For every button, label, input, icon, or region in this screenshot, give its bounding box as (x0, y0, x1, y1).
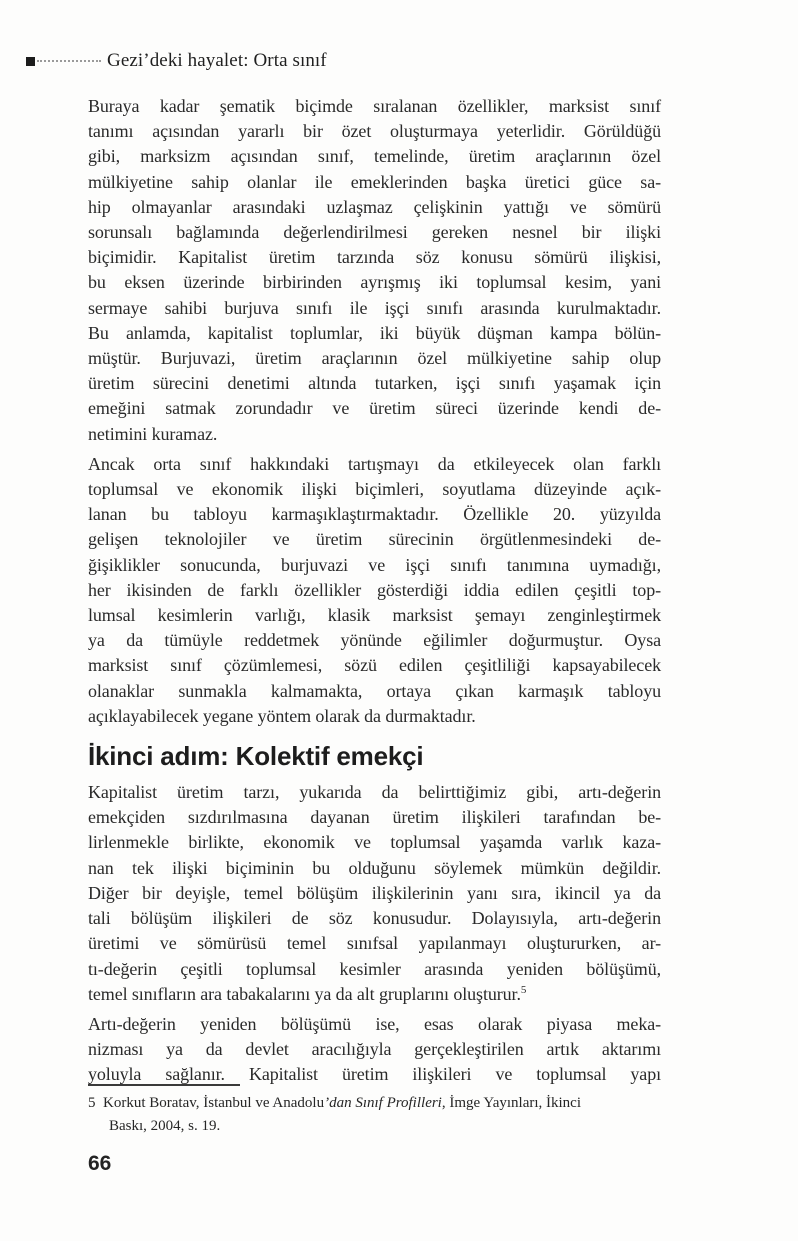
text-line: ğişiklikler sonucunda, burjuvazi ve işçi sınıfı tanımına uymadığı, (88, 554, 661, 575)
text-line: toplumsal ve ekonomik ilişki biçimleri, soyutlama düzeyinde açık- (88, 479, 661, 500)
paragraph (88, 1012, 661, 1088)
text-line: temel sınıfların ara tabakalarını ya da alt gruplarını oluşturur.$^5$ (88, 983, 527, 1004)
text-line: biçimidir. Kapitalist üretim tarzında söz konusu sömürü ilişkisi, (88, 247, 661, 268)
running-header (26, 48, 327, 74)
text-line: üretimi ve sömürüsü temel sınıfsal yapılanmayı oluştururken, ar- (88, 933, 661, 954)
text-line: olanaklar sunmakla kalmamakta, ortaya çıkan karmaşık tabloyu (88, 680, 661, 701)
text-line: gelişen teknolojiler ve üretim sürecinin örgütlenmesindeki de- (88, 529, 661, 550)
running-header-title: Gezi’deki hayalet: Orta sınıf (107, 50, 327, 71)
footnote (88, 1084, 661, 1138)
text-line: lumsal kesimlerin varlığı, klasik marksist şemayı zenginleştirmek (88, 605, 661, 626)
text-line: bu eksen üzerinde birbirinden ayrışmış iki toplumsal kesim, yani (88, 272, 661, 293)
paragraph (88, 94, 661, 447)
footnote-line: 5 Korkut Boratav, İstanbul ve Anadolu’dan Sınıf Profilleri, İmge Yayınları, İkinci (88, 1095, 582, 1111)
text-line: sorunsalı bağlamında değerlendirilmesi gereken nesnel bir ilişki (88, 222, 661, 243)
text-line: lirlenmekle birlikte, ekonomik ve toplumsal yaşamda varlık kaza- (88, 832, 661, 853)
body-text (88, 94, 661, 1093)
text-line: tı-değerin çeşitli toplumsal kesimler arasında yeniden bölüşümü, (88, 958, 661, 979)
text-line: lanan bu tabloyu karmaşıklaştırmaktadır. Özellikle 20. yüzyılda (88, 504, 661, 525)
text-line: netimini kuramaz. (88, 423, 218, 444)
text-line: gibi, marksizm açısından sınıf, temelinde, üretim araçlarının özel (88, 146, 661, 167)
paragraph (88, 780, 661, 1007)
text-line: nizması ya da devlet aracılığıyla gerçekleştirilen artık aktarımı (88, 1039, 661, 1060)
text-line: mülkiyetine sahip olanlar ile emeklerinden başka üretici güce sa- (88, 171, 661, 192)
text-line: tali bölüşüm ilişkileri de söz konusudur. Dolayısıyla, artı-değerin (88, 908, 661, 929)
text-line: hip olmayanlar arasındaki uzlaşmaz çelişkinin yattığı ve sömürü (88, 196, 661, 217)
text-line: açıklayabilecek yegane yöntem olarak da durmaktadır. (88, 705, 476, 726)
footnote-line: Baskı, 2004, s. 19. (109, 1118, 221, 1134)
text-line: ya da tümüyle reddetmek yönünde eğilimler doğurmuştur. Oysa (88, 630, 661, 651)
section-heading: İkinci adım: Kolektif emekçi (88, 741, 424, 772)
text-line: marksist sınıf çözümlemesi, sözü edilen çeşitliliği kapsayabilecek (88, 655, 661, 676)
footnote-reference: 5 (520, 983, 527, 996)
paragraph (88, 452, 661, 729)
text-line: Buraya kadar şematik biçimde sıralanan özellikler, marksist sınıf (88, 96, 661, 116)
text-line: nan tek ilişki biçiminin bu olduğunu söylemek mümkün değildir. (88, 857, 661, 878)
text-line: emekçiden sızdırılmasına dayanan üretim ilişkileri tarafından be- (88, 807, 661, 828)
text-line: her ikisinden de farklı özellikler gösterdiği iddia edilen çeşitli top- (88, 579, 661, 600)
footnote-divider (88, 1084, 240, 1086)
text-line: Ancak orta sınıf hakkındaki tartışmayı da etkileyecek olan farklı (88, 453, 661, 474)
page-number: 66 (88, 1152, 112, 1175)
text-line: Kapitalist üretim tarzı, yukarıda da belirttiğimiz gibi, artı-değerin (88, 782, 661, 803)
footnote-text (88, 1092, 661, 1138)
text-line: emeğini satmak zorundadır ve üretim süreci üzerinde kendi de- (88, 398, 661, 419)
text-line: üretim sürecini denetimi altında tutarken, işçi sınıfı yaşamak için (88, 373, 661, 394)
text-line: sermaye sahibi burjuva sınıfı ile işçi sınıfı arasında kurulmaktadır. (88, 297, 661, 318)
text-line: Bu anlamda, kapitalist toplumlar, iki büyük düşman kampa bölün- (88, 322, 661, 343)
text-line: yoluyla sağlanır. Kapitalist üretim ilişkileri ve toplumsal yapı (88, 1064, 661, 1085)
text-line: Artı-değerin yeniden bölüşümü ise, esas olarak piyasa meka- (88, 1013, 661, 1034)
text-line: müştür. Burjuvazi, üretim araçlarının özel mülkiyetine sahip olup (88, 348, 661, 369)
chapter-marker-square-icon (26, 57, 35, 66)
dotted-leader (37, 60, 101, 62)
text-line: tanımı açısından yararlı bir özet oluşturmaya yeterlidir. Görüldüğü (88, 121, 661, 142)
text-line: Diğer bir deyişle, temel bölüşüm ilişkilerinin yanı sıra, ikincil ya da (88, 882, 661, 903)
